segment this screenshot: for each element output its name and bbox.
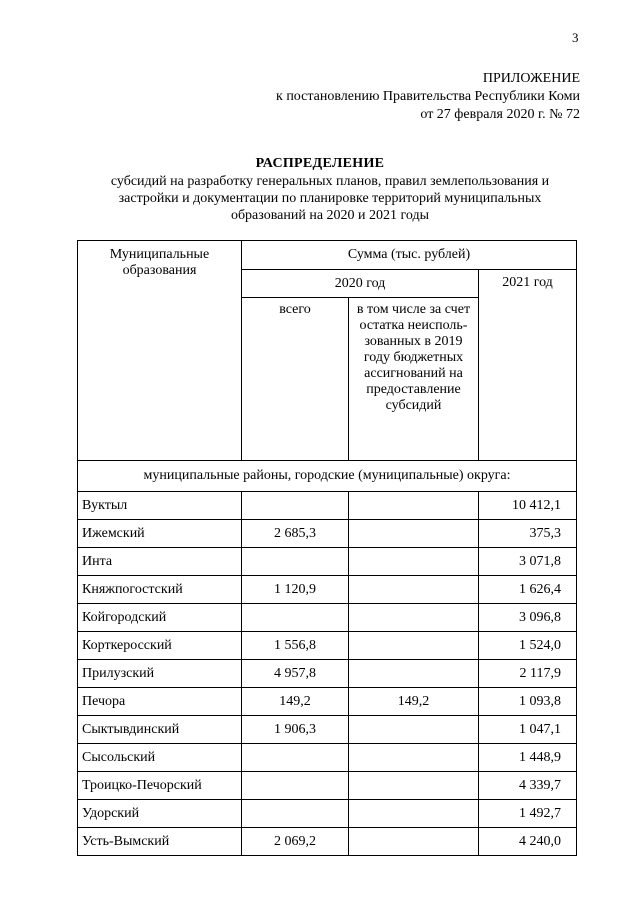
amount-2020-including — [349, 660, 479, 688]
table-row — [78, 660, 577, 688]
amount-2020-total: 1 906,3 — [242, 716, 349, 744]
amount-2020-total — [242, 492, 349, 520]
header-sum: Сумма (тыс. рублей) — [242, 241, 577, 270]
amount-2021: 1 448,9 — [479, 744, 577, 772]
amount-2021: 1 492,7 — [479, 800, 577, 828]
amount-2020-including — [349, 828, 479, 856]
table-row — [78, 800, 577, 828]
table-row — [78, 548, 577, 576]
amount-2020-total: 2 069,2 — [242, 828, 349, 856]
table-row — [78, 688, 577, 716]
table-row — [78, 632, 577, 660]
municipality-name: Княжпогостский — [78, 576, 242, 604]
municipality-name: Койгородский — [78, 604, 242, 632]
amount-2020-including — [349, 548, 479, 576]
municipality-name: Ижемский — [78, 520, 242, 548]
document-title: РАСПРЕДЕЛЕНИЕ — [255, 156, 385, 171]
appendix-date: от 27 февраля 2020 г. № 72 — [420, 107, 580, 122]
municipality-name: Усть-Вымский — [78, 828, 242, 856]
section-label: муниципальные районы, городские (муниципальные) округа: — [78, 461, 577, 492]
amount-2020-total — [242, 548, 349, 576]
municipality-name: Вуктыл — [78, 492, 242, 520]
amount-2020-total: 1 556,8 — [242, 632, 349, 660]
amount-2021: 1 626,4 — [479, 576, 577, 604]
table-row — [78, 604, 577, 632]
table-row — [78, 744, 577, 772]
amount-2020-including — [349, 772, 479, 800]
header-total: всего — [242, 298, 349, 461]
amount-2020-total: 2 685,3 — [242, 520, 349, 548]
table-row — [78, 772, 577, 800]
amount-2020-total — [242, 744, 349, 772]
amount-2020-including: 149,2 — [349, 688, 479, 716]
municipality-name: Удорский — [78, 800, 242, 828]
header-municipal: Муниципальные образования — [78, 241, 242, 461]
appendix-header — [276, 70, 580, 124]
appendix-resolution: к постановлению Правительства Республики Коми — [276, 89, 580, 104]
amount-2021: 3 071,8 — [479, 548, 577, 576]
municipality-name: Прилузский — [78, 660, 242, 688]
header-year-2021: 2021 год — [479, 270, 577, 461]
amount-2021: 375,3 — [479, 520, 577, 548]
amount-2021: 10 412,1 — [479, 492, 577, 520]
municipality-name: Троицко-Печорский — [78, 772, 242, 800]
amount-2020-total: 4 957,8 — [242, 660, 349, 688]
table-row — [78, 576, 577, 604]
amount-2020-including — [349, 492, 479, 520]
amount-2020-including — [349, 744, 479, 772]
document-subtitle: субсидий на разработку генеральных планов, правил землепользования и застройки и документации по планировке территорий муниципальных образований на 2020 и 2021 годы — [110, 174, 550, 223]
municipality-name: Инта — [78, 548, 242, 576]
table-body — [78, 492, 577, 856]
amount-2020-total — [242, 772, 349, 800]
amount-2020-including — [349, 576, 479, 604]
amount-2021: 4 240,0 — [479, 828, 577, 856]
amount-2020-including — [349, 716, 479, 744]
table-row — [78, 716, 577, 744]
header-including: в том числе за счет остатка неисполь-зованных в 2019 году бюджетных ассигнований на предоставление субсидий — [349, 298, 479, 461]
amount-2020-including — [349, 632, 479, 660]
amount-2020-total — [242, 800, 349, 828]
municipality-name: Сысольский — [78, 744, 242, 772]
municipality-name: Печора — [78, 688, 242, 716]
amount-2020-total: 1 120,9 — [242, 576, 349, 604]
amount-2021: 1 524,0 — [479, 632, 577, 660]
table-row — [78, 492, 577, 520]
appendix-title: ПРИЛОЖЕНИЕ — [482, 71, 580, 86]
amount-2020-including — [349, 604, 479, 632]
table-row — [78, 828, 577, 856]
amount-2021: 4 339,7 — [479, 772, 577, 800]
municipality-name: Сыктывдинский — [78, 716, 242, 744]
municipality-name: Корткеросский — [78, 632, 242, 660]
amount-2020-including — [349, 800, 479, 828]
header-year-2020: 2020 год — [242, 270, 479, 298]
page-number: 3 — [572, 30, 579, 45]
amount-2021: 1 093,8 — [479, 688, 577, 716]
amount-2020-total — [242, 604, 349, 632]
amount-2021: 2 117,9 — [479, 660, 577, 688]
distribution-table — [77, 240, 577, 856]
table-row — [78, 520, 577, 548]
amount-2020-total: 149,2 — [242, 688, 349, 716]
amount-2021: 3 096,8 — [479, 604, 577, 632]
amount-2021: 1 047,1 — [479, 716, 577, 744]
amount-2020-including — [349, 520, 479, 548]
